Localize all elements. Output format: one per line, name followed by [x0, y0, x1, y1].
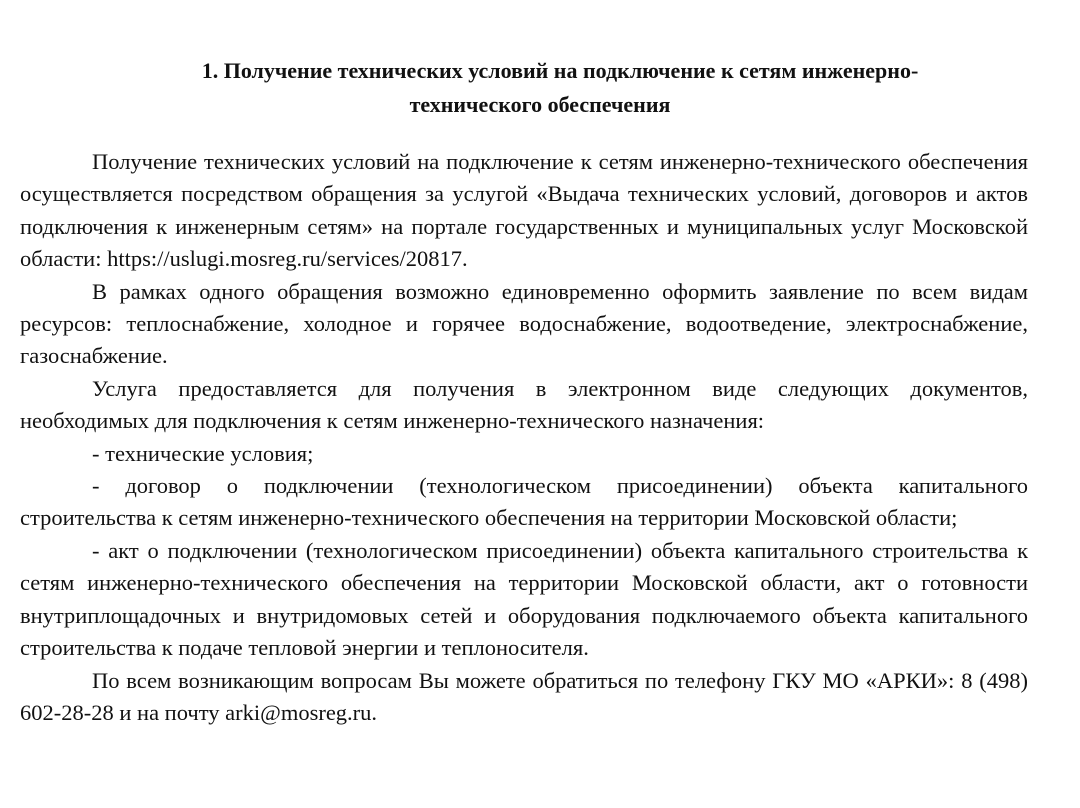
list-item-connection-contract: - договор о подключении (технологическом присоединении) объекта капитального строительства к сетям инженерно-технического обеспечения на территории Московской области; — [20, 473, 1028, 531]
section-title-line-2: технического обеспечения — [409, 92, 671, 117]
paragraph-service-documents: Услуга предоставляется для получения в электронном виде следующих документов, необходимых для подключения к сетям инженерно-технического назначения: — [20, 375, 1028, 434]
paragraph-intro: Получение технических условий на подключение к сетям инженерно-технического обеспечения осуществляется посредством обращения за услугой «Выдача технических условий, договоров и актов подключения к инженерным сетям» на портале государственных и муниципальных услуг Московской области: https://uslugi.mosreg.ru/services/20817. — [20, 149, 1028, 272]
paragraph-resources: В рамках одного обращения возможно единовременно оформить заявление по всем видам ресурсов: теплоснабжение, холодное и горячее водоснабжение, водоотведение, электроснабжение, газоснабжение. — [20, 278, 1028, 369]
document-body — [20, 146, 1028, 729]
list-item-technical-conditions: - технические условия; — [92, 440, 314, 466]
paragraph-contacts: По всем возникающим вопросам Вы можете обратиться по телефону ГКУ МО «АРКИ»: 8 (498) 602-28-28 и на почту arki@mosreg.ru. — [20, 667, 1028, 725]
section-title — [0, 54, 1080, 122]
section-title-line-1: 1. Получение технических условий на подключение к сетям инженерно- — [201, 58, 919, 83]
list-item-connection-act: - акт о подключении (технологическом присоединении) объекта капитального строительства к сетям инженерно-технического обеспечения на территории Московской области, акт о готовности внутриплощадочных и внутридомовых сетей и оборудования подключаемого объекта капитального строительства к подаче тепловой энергии и теплоносителя. — [20, 537, 1028, 661]
